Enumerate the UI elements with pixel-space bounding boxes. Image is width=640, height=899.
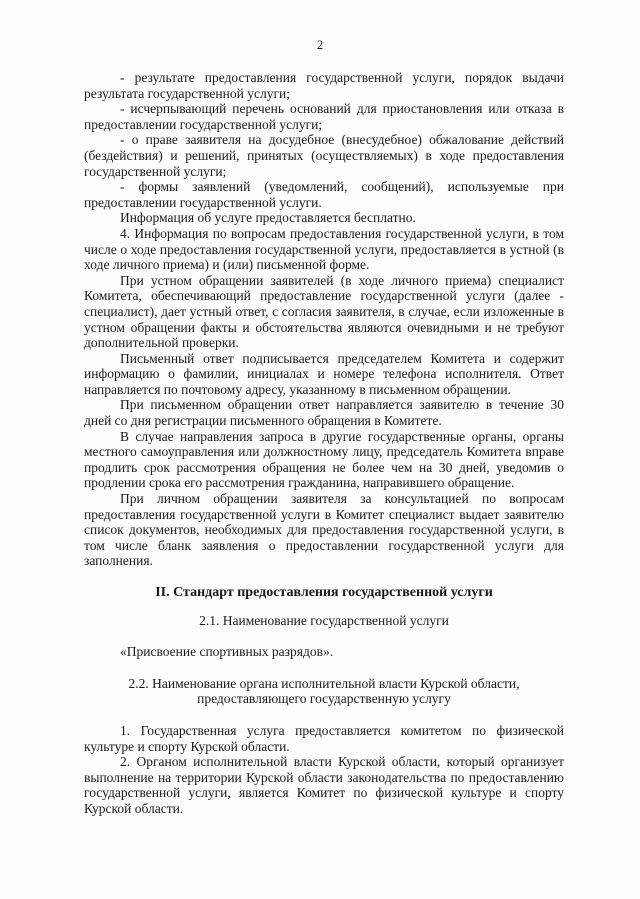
section-title: II. Стандарт предоставления государственной услуги [155,585,493,600]
paragraph: 1. Государственная услуга предоставляется комитетом по физической культуре и спорту Курской области. [84,722,564,754]
paragraph: - результате предоставления государственной услуги, порядок выдачи результата государственной услуги; [84,70,564,101]
page-number: 2 [316,38,324,52]
paragraph: - о праве заявителя на досудебное (внесудебное) обжалование действий (бездействия) и решений, принятых (осуществляемых) в ходе предоставления государственной услуги; [84,132,564,179]
paragraph: При личном обращении заявителя за консультацией по вопросам предоставления государственной услуги в Комитет специалист выдает заявителю список документов, необходимых для предоставления государственной услуги, в том числе бланк заявления о предоставлении государственной услуги для заполнения. [84,491,564,569]
paragraph: 2. Органом исполнительной власти Курской области, который организует выполнение на территории Курской области законодательства по предоставлению государственной услуги, является Комитет по физической культуре и спорту Курской области. [84,754,564,816]
subsection-title: 2.1. Наименование государственной услуги [199,612,449,628]
paragraph: 4. Информация по вопросам предоставления государственной услуги, в том числе о ходе предоставления государственной услуги, предоставляется в устной (в ходе личного приема) и (или) письменной форме. [84,225,564,273]
paragraph: Письменный ответ подписывается председателем Комитета и содержит информацию о фамилии, инициалах и номере телефона исполнителя. Ответ направляется по почтовому адресу, указанному в письменном обращении. [84,350,564,397]
service-name: «Присвоение спортивных разрядов». [120,644,334,660]
paragraph: - формы заявлений (уведомлений, сообщений), используемые при предоставлении государственной услуги. [84,179,564,210]
subsection-title-continued: предоставляющего государственную услугу [197,691,451,707]
subsection-title: 2.2. Наименование органа исполнительной власти Курской области, [128,675,520,691]
paragraph: При письменном обращении ответ направляется заявителю в течение 30 дней со дня регистрации письменного обращения в Комитете. [84,397,564,429]
paragraph: В случае направления запроса в другие государственные органы, органы местного самоуправления или должностному лицу, председатель Комитета вправе продлить срок рассмотрения обращения не более чем на 30 дней, уведомив о продлении срока его рассмотрения гражданина, направившего обращение. [84,428,564,491]
document-body [84,70,564,817]
paragraph: Информация об услуге предоставляется бесплатно. [120,210,416,226]
paragraph: - исчерпывающий перечень оснований для приостановления или отказа в предоставлении государственной услуги; [84,101,564,132]
paragraph: При устном обращении заявителей (в ходе личного приема) специалист Комитета, обеспечивающий предоставление государственной услуги (далее - специалист), дает устный ответ, с согласия заявителя, в случае, если изложенные в устном обращении факты и обстоятельства являются очевидными и не требуют дополнительной проверки. [84,272,564,351]
